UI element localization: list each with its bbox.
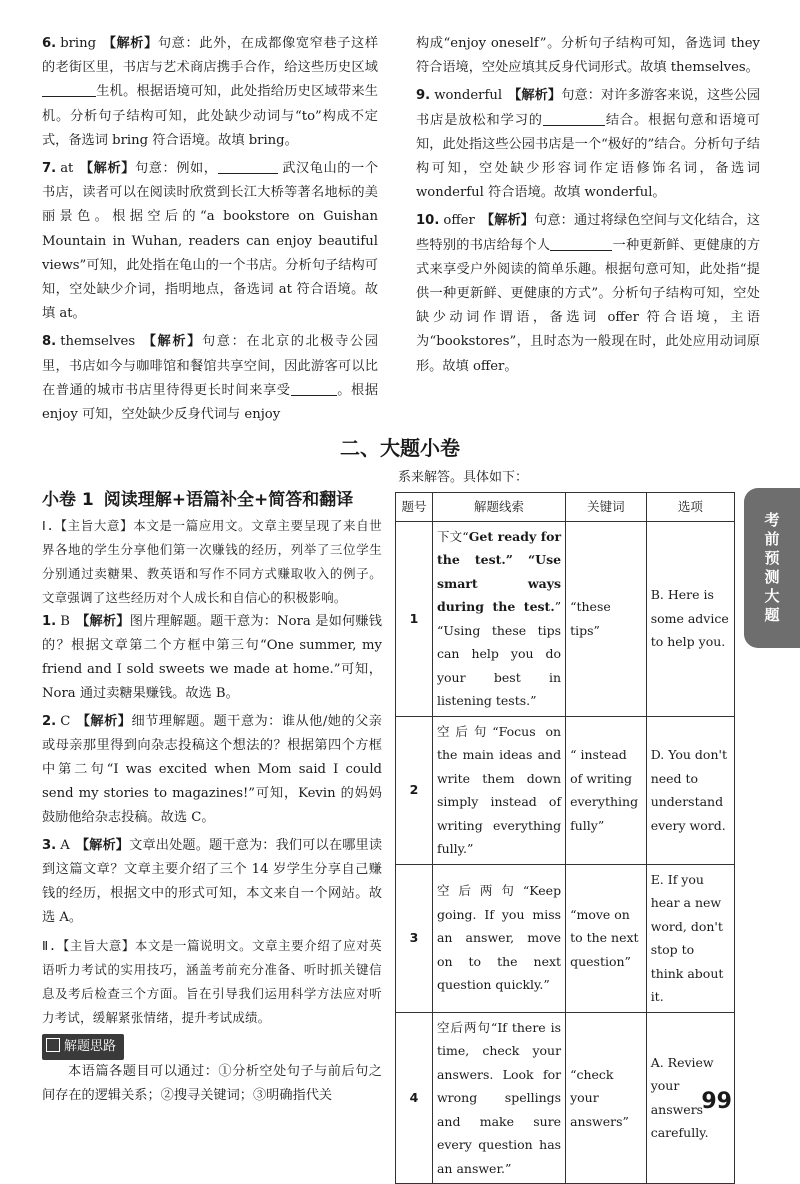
item-number: 9. [416, 88, 431, 104]
question-number: 2. [42, 714, 57, 730]
table-row [396, 716, 735, 864]
row-option: A. Review your answers carefully. [646, 1012, 734, 1184]
item-text: 武汉龟山的一个书店，读者可以在阅读时欣赏到长江大桥等著名地标的美丽景色。根据空后的“a bookstore on Guishan Mountain in Wuhan, readers can enjoy beautiful views”可知，此处指在龟山的一个书店。分析句子结构可知，空处缺少介词，指明地点，备选词 at 符合语境。故填 at。 [42, 161, 379, 322]
side-tab-char: 题 [764, 606, 780, 624]
side-tab-char: 考 [764, 511, 780, 529]
item-answer: themselves [60, 334, 136, 350]
analysis-tag: 【解析】 [76, 714, 132, 730]
analysis-tag: 【解析】 [102, 36, 158, 51]
explanation-item [42, 32, 378, 153]
analysis-tag: 【解析】 [75, 614, 130, 630]
item-text: 句意：例如， [134, 161, 218, 177]
answer-clue-table [395, 492, 735, 1184]
row-keyword: “move on to the next question” [566, 864, 647, 1012]
main-idea-2: Ⅱ.【主旨大意】本文是一篇说明文。文章主要介绍了应对英语听力考试的实用技巧，涵盖考前充分准备、听时抓关键信息及考后检查三个方面。旨在引导我们运用科学方法应对听力考试，缓解紧张情绪，提升考试成绩。 [42, 938, 382, 1026]
row-number: 4 [396, 1012, 433, 1184]
explanation-item [42, 157, 378, 326]
row-number: 2 [396, 716, 433, 864]
question-list [42, 610, 382, 930]
analysis-tag: 【解析】 [75, 838, 130, 854]
row-option: E. If you hear a new word, don't stop to think about it. [646, 864, 734, 1012]
answer-blank [550, 236, 612, 251]
table-row [396, 521, 735, 716]
row-number: 1 [396, 521, 433, 716]
row-option: B. Here is some advice to help you. [646, 521, 734, 716]
item-number: 10. [416, 213, 440, 229]
item-text: 。根据 enjoy 可知，空处缺少反身代词与 enjoy [42, 382, 379, 423]
explanation-item [42, 330, 378, 427]
quiz-title [42, 488, 382, 512]
answer-blank [543, 111, 605, 126]
item-answer: wonderful [434, 88, 503, 104]
table-row [396, 1012, 735, 1184]
table-header-row [396, 493, 735, 522]
side-tab-char: 测 [764, 568, 780, 586]
row-keyword: “these tips” [566, 521, 647, 716]
question-item [42, 610, 382, 706]
clue-text: 空后句“Focus on the main ideas and write them down simply instead of writing everything fully.” [436, 723, 562, 856]
side-tab-char: 预 [764, 549, 780, 567]
approach-badge-label: 解题思路 [64, 1039, 117, 1055]
analysis-tag: 【解析】 [79, 161, 135, 177]
page-number: 99 [701, 1089, 732, 1114]
question-text: 图片理解题。题干意为：Nora 是如何赚钱的？根据文章第二个方框中第三句“One summer, my friend and I sold sweets we made at home.”可知，Nora 通过卖糖果赚钱。故选 B。 [42, 614, 382, 702]
clue-text: 空后两句“Keep going. If you miss an answer, move on to the next question quickly.” [436, 883, 562, 993]
item-text: 句意：对许多游客来说，这些公园书店是放松和学习的 [416, 88, 761, 128]
clue-text: ” “Using these tips can help you do your best in listening tests.” [436, 599, 562, 708]
question-answer: A [60, 838, 70, 854]
analysis-tag: 【解析】 [141, 334, 202, 350]
question-text: 细节理解题。题干意为：谁从他/她的父亲或母亲那里得到向杂志投稿这个想法的？根据第四个方框中第二句“I was excited when Mom said I could send my stories to magazines!”可知，Kevin 的妈妈鼓励他给杂志投稿。故选 C。 [42, 714, 382, 826]
question-answer: C [60, 714, 71, 730]
main-idea-1: Ⅰ.【主旨大意】本文是一篇应用文。文章主要呈现了来自世界各地的学生分享他们第一次赚钱的经历，列举了三位学生分别通过卖糖果、教英语和写作不同方式赚取收入的例子。文章强调了这些经历对个人成长和自信心的积极影响。 [42, 518, 382, 606]
item-text: 句意：通过将绿色空间与文化结合，这些特别的书店给每个人 [416, 213, 761, 253]
row-clue [432, 1012, 565, 1184]
analysis-tag: 【解析】 [508, 88, 562, 104]
item-text: 句意：此外，在成都像宽窄巷子这样的老街区里，书店与艺术商店携手合作，给这些历史区域 [42, 36, 379, 76]
explanation-item [416, 84, 760, 205]
row-clue [432, 864, 565, 1012]
row-number: 3 [396, 864, 433, 1012]
explanation-item [416, 209, 760, 378]
item-number: 6. [42, 36, 57, 51]
item-number: 8. [42, 334, 57, 350]
question-number: 3. [42, 838, 57, 854]
item-text: 句意：在北京的北极寺公园里，书店如今与咖啡馆和餐馆共享空间，因此游客可以比在普通的城市书店里待得更长时间来享受 [42, 334, 379, 398]
answer-blank [218, 159, 278, 174]
continuation-text: 构成“enjoy oneself”。分析句子结构可知，备选词 they 符合语境，空处应填其反身代词形式。故填 themselves。 [416, 36, 760, 76]
item-text: 生机。根据语境可知，此处指给历史区域带来生机。分析句子结构可知，此处缺少动词与“to”构成不定式，备选词 bring 符合语境。故填 bring。 [42, 84, 378, 148]
header-clue: 解题线索 [432, 493, 565, 522]
answer-blank [291, 381, 337, 396]
side-tab-char: 前 [764, 530, 780, 548]
clue-text: 下文“ [436, 528, 469, 544]
quiz-title-text: 阅读理解+语篇补全+简答和翻译 [103, 490, 354, 510]
header-option: 选项 [646, 493, 734, 522]
item-answer: bring [60, 36, 97, 51]
side-tab-char: 大 [764, 587, 780, 605]
row-keyword: “check your answers” [566, 1012, 647, 1184]
item-text: 一种更新鲜、更健康的方式来享受户外阅读的简单乐趣。根据句意可知，此处指“提供一种更新鲜、更健康的方式”。分析句子结构可知，空处缺少动词作谓语，备选词 offer 符合语境，主语为“bookstores”，且时态为一般现在时，此处应用动词原形。故填 offer。 [416, 237, 761, 374]
item-number: 7. [42, 161, 57, 177]
header-keyword: 关键词 [566, 493, 647, 522]
approach-text: 本语篇各题目可以通过：①分析空处句子与前后句之间存在的逻辑关系；②搜寻关键词；③明确指代关 [42, 1064, 382, 1104]
table-intro: 系来解答。具体如下： [398, 470, 529, 485]
question-item [42, 834, 382, 930]
item-text: 结合。根据句意和语境可知，此处指这些公园书店是一个“极好的”结合。分析句子结构可知，空处缺少形容词作定语修饰名词，备选词 wonderful 符合语境。故填 wonderful。 [416, 112, 761, 201]
question-item [42, 710, 382, 830]
item-answer: offer [443, 213, 475, 229]
question-text: 文章出处题。题干意为：我们可以在哪里读到这篇文章？文章主要介绍了三个 14 岁学生分享自己赚钱的经历，根据文中的形式可知，本文来自一个网站。故选 A。 [42, 838, 383, 926]
pencil-note-icon [46, 1038, 60, 1052]
clue-text: 空后两句“If there is time, check your answers. Look for wrong spellings and make sure every question has an answer.” [436, 1019, 562, 1176]
analysis-tag: 【解析】 [480, 213, 535, 229]
approach-badge [42, 1034, 124, 1060]
question-answer: B [60, 614, 70, 630]
table-row [396, 864, 735, 1012]
question-number: 1. [42, 614, 57, 630]
item-answer: at [60, 161, 74, 177]
row-clue [432, 521, 565, 716]
row-clue [432, 716, 565, 864]
answer-blank [42, 82, 96, 97]
explanations-left-column [42, 32, 378, 431]
quiz-column [42, 488, 382, 1108]
row-option: D. You don't need to understand every word. [646, 716, 734, 864]
side-tab-exam-prediction [744, 488, 800, 648]
explanations-right-column [416, 32, 760, 383]
header-no: 题号 [396, 493, 433, 522]
clue-bold-text: Get ready for the test.” “Use smart ways during the test. [436, 528, 562, 614]
section-title: 二、大题小卷 [340, 436, 460, 460]
row-keyword: “ instead of writing everything fully” [566, 716, 647, 864]
quiz-tab: 小卷 1 [42, 490, 94, 510]
